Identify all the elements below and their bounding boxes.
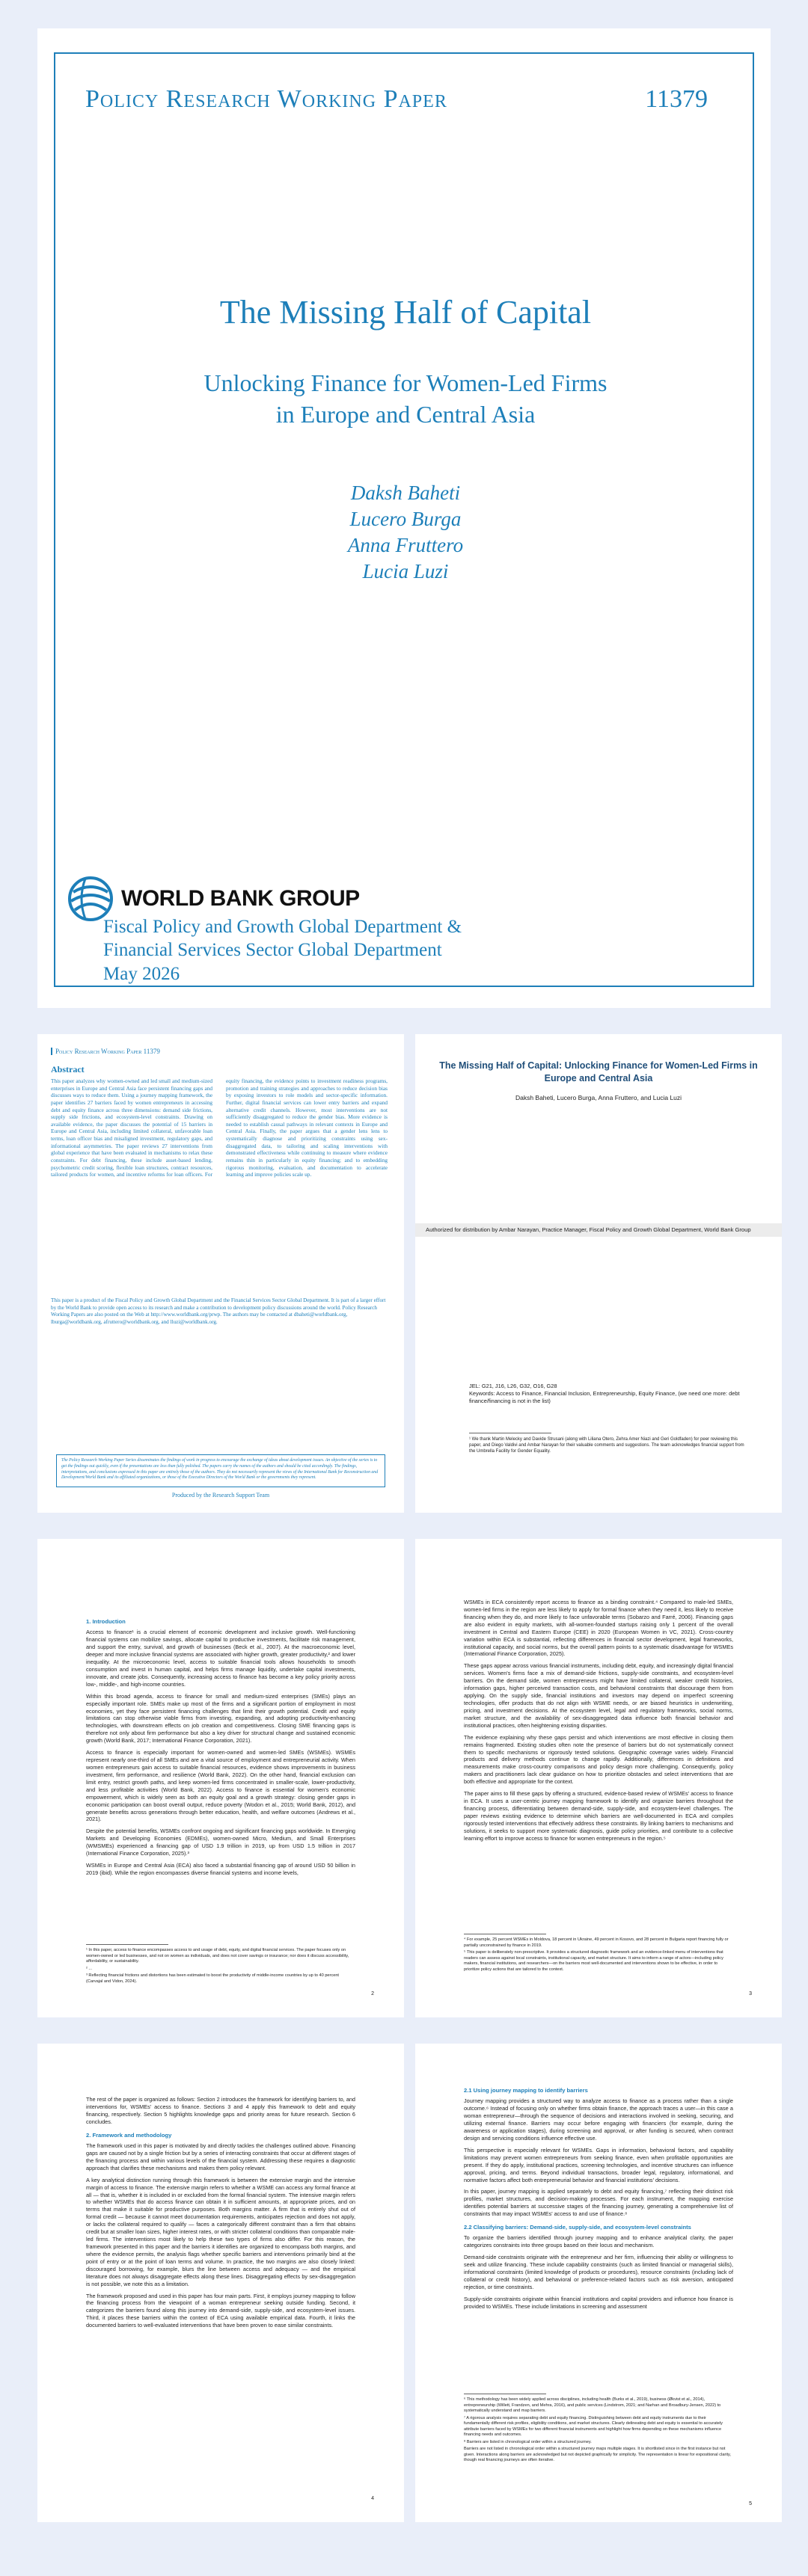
- subsection-heading: 2.1 Using journey mapping to identify barriers: [464, 2087, 588, 2094]
- body-text: [86, 1612, 355, 1881]
- logo-text: WORLD BANK GROUP: [121, 886, 360, 911]
- abstract-page: [37, 1034, 404, 1513]
- series-title: Policy Research Working Paper: [85, 85, 447, 113]
- footnote: ⁷ A rigorous analysis requires separating debt and equity financing. Distinguishing between debt and equity instruments due to their fundamentally different risk profiles, eligibility conditions, and market structures. Clearly delineating debt and equity is essential to accurately attribute barriers faced by WSMEs for two different financial instruments and highlight how firms depending on these mechanisms influence financing needs and outcomes.: [464, 2415, 723, 2438]
- author: Lucero Burga: [349, 508, 462, 531]
- cover-page: [37, 28, 771, 1008]
- department-info: [103, 915, 462, 986]
- footnote: ³ Reflecting financial frictions and distortions has been estimated to boost the productivity of middle-income countries by up to 40 percent (Carvajal and Vidon, 2024).: [86, 1973, 339, 1984]
- author: Lucia Luzi: [362, 560, 449, 583]
- publication-date: May 2026: [103, 963, 180, 984]
- paragraph: In this paper, journey mapping is applied separately to debt and equity financing,⁷ reflecting their distinct risk profiles, market structures, and decision-making processes. For each instrument, the mapping exercise identifies potential barriers at successive stages of the financing journey, generating a comprehensive list of constraints that may impact WSMEs' access to and use of finance.⁸: [464, 2188, 733, 2218]
- footnote: ⁸ Barriers are listed in chronological order within a structured journey.: [464, 2439, 592, 2444]
- paragraph: Demand-side constraints originate with the entrepreneur and her firm, influencing their ability or willingness to seek and utilize financing. These include capability constraints (such as limited financial or managerial skills), informational constraints (limited knowledge of products or procedures), resource constraints (including lack of collateral or credit history), and behavioral or preference-related factors such as risk aversion, anticipated rejection, or time constraints.: [464, 2254, 733, 2290]
- paragraph: Within this broad agenda, access to finance for small and medium-sized enterprises (SMEs) plays an especially important role. SMEs make up most of the firms and a significant portion of employment in most economies, yet they face persistent financing challenges that limit their growth potential. Credit and equity limitations can stop otherwise viable firms from investing, expanding, and adopting productivity-enhancing technologies, with downstream effects on job creation and competitiveness. Closing SME financing gaps is therefore not only about firm performance but also a key driver for structural change and sustained economic growth (World Bank, 2017; International Finance Corporation, 2021).: [86, 1692, 355, 1745]
- paragraph: The framework proposed and used in this paper has four main parts. First, it employs journey mapping to follow the financing process from the viewpoint of a woman entrepreneur seeking outside funding. Second, it categorizes the barriers found along this journey into demand-side, supply-side, and ecosystem-level issues. Third, it places these barriers within the context of ECA using available empirical data. Fourth, it links the documented barriers to well-evaluated interventions that have been proven to ease similar constraints.: [86, 2292, 355, 2329]
- author: Anna Fruttero: [347, 534, 464, 557]
- paragraph: WSMEs in ECA consistently report access to finance as a binding constraint.⁴ Compared to male-led SMEs, women-led firms in the region are less likely to apply for formal finance when they need it, less likely to receive financing when they do, and more likely to face unfavorable terms (Sobarzo and Farré, 2006). Financing gaps are also evident in equity markets, with all-women-founded startups raising only 1 percent of the overall investment in Central and Eastern Europe (CEE) in 2020 (European Women in VC, 2021). Cross-country variation within ECA is substantial, reflecting differences in financial sector development, legal frameworks, institutional capacity, and social norms, but the overall pattern points to a systematic disadvantage for WSMEs (International Finance Corporation, 2025).: [464, 1599, 733, 1658]
- jel-keywords: [469, 1383, 746, 1405]
- page-number: 3: [749, 1991, 752, 1996]
- footnote: ² ...: [86, 1966, 93, 1971]
- page-number: 2: [371, 1991, 374, 1996]
- footnotes: [86, 1948, 355, 1986]
- paragraph: These gaps appear across various financial instruments, including debt, equity, and increasingly digital financial services. Women's firms face a mix of demand-side frictions, supply-side constraints, and ecosystem-level barriers. On the demand side, women entrepreneurs might have limited collateral, weaker credit histories, information gaps, higher perceived transaction costs, and behavioral constraints that discourage them from applying. On the supply side, financial institutions and investors may depend on imperfect screening technologies, offer products that do not align with WSME needs, or are biased heuristics in underwriting, pricing, and investment decisions. At the ecosystem level, legal and regulatory frameworks, social norms, market structure, and the availability of sex-disaggregated data influence both financial behavior and institutional practices, often heightening existing disparities.: [464, 1662, 733, 1729]
- paragraph: The paper aims to fill these gaps by offering a structured, evidence-based review of WSMEs' access to finance in ECA. It uses a user-centric journey mapping framework to identify and organize barriers throughout the financing process, differentiating between demand-side, supply-side, and ecosystem-level challenges. The paper reviews existing evidence to determine which barriers are well-documented in ECA and compiles rigorously tested interventions that effectively address these constraints. By linking barriers to mechanisms and solutions, it seeks to support more systematic diagnosis, guide policy priorities, and contribute to a collective learning effort to improve access to finance for women entrepreneurs in the region.⁵: [464, 1790, 733, 1842]
- body-text: [86, 2096, 355, 2334]
- produced-by: Produced by the Research Support Team: [171, 1492, 270, 1498]
- authorized-banner: Authorized for distribution by Ambar Narayan, Practice Manager, Fiscal Policy and Growth Global Department, World Bank Group: [415, 1223, 782, 1237]
- inner-authors: Daksh Baheti, Lucero Burga, Anna Fruttero, and Lucia Luzi: [515, 1094, 682, 1101]
- keywords: Keywords: Access to Finance, Financial Inclusion, Entrepreneurship, Equity Finance, (we need one more: debt finance/financing is not in the list): [469, 1389, 740, 1404]
- jel-codes: JEL: G21, J16, L26, G32, O16, G28: [469, 1383, 557, 1389]
- text-page-3: [415, 1539, 782, 2017]
- subsection-heading: 2.2 Classifying barriers: Demand-side, supply-side, and ecosystem-level constraints: [464, 2224, 691, 2231]
- paper-note: This paper is a product of the Fiscal Policy and Growth Global Department and the Financial Services Sector Global Department. It is part of a larger effort by the World Bank to provide open access to its research and make a contribution to development policy discussions around the world. Policy Research Working Papers are also posted on the Web at http://www.worldbank.org/prwp. The authors may be contacted at dbaheti@worldbank.org, lburga@worldbank.org, afruttero@worldbank.org, and lluzi@worldbank.org.: [51, 1297, 386, 1326]
- paragraph: Despite the potential benefits, WSMEs confront ongoing and significant financing gaps worldwide. In Emerging Markets and Developing Economies (EDMEs), women-owned Micro, Medium, and Small Enterprises (WMSMEs) experienced a financing gap of USD 1.9 trillion in 2019, up from USD 1.5 trillion in 2017 (International Finance Corporation, 2025).³: [86, 1828, 355, 1857]
- footnote: ¹ We thank Martin Melecky and Davide Strusani (along with Liliana Otero, Zehra Amer Niazi and Geri Goldfaden) for peer reviewing this paper, and Diego Valdivi and Ambar Narayan for their valuable comments and suggestions. The team acknowledges financial support from the Umbrella Facility for Gender Equality.: [469, 1437, 744, 1454]
- paragraph: This perspective is especially relevant for WSMEs. Gaps in information, behavioral factors, and capability limitations may prevent women entrepreneurs from seeking finance, even when profitable opportunities are present. If they do apply, institutional practices, screening technologies, and incentive structures can influence approval, pricing, and terms. Beyond individual transactions, broader legal, regulatory, informational, and normative factors affect both entrepreneurial behavior and financial institutions' decisions.: [464, 2146, 733, 2183]
- subtitle-line-2: in Europe and Central Asia: [275, 400, 536, 428]
- paragraph: Supply-side constraints originate within financial institutions and capital providers and influence how finance is provided to WSMEs. These include limitations in screening and assessment: [464, 2295, 733, 2310]
- paragraph: WSMEs in Europe and Central Asia (ECA) also faced a substantial financing gap of around USD 50 billion in 2019 (ibid). While the region encompasses diverse financial systems and income levels,: [86, 1862, 355, 1876]
- paragraph: The rest of the paper is organized as follows: Section 2 introduces the framework for identifying barriers to, and interventions for, WSMEs' access to finance. Sections 3 and 4 apply this framework to debt and equity financing, respectively. Section 5 highlights knowledge gaps and priority areas for future research. Section 6 concludes.: [86, 2096, 355, 2125]
- footnote-rule: [86, 1944, 168, 1945]
- author: Daksh Baheti: [350, 482, 461, 504]
- footnote: ⁴ For example, 25 percent WSMEs in Moldova, 18 percent in Ukraine, 49 percent in Kosovo, and 28 percent in Bulgaria report financing fully or partially unconstrained by finance in 2019.: [464, 1937, 729, 1948]
- running-header: Policy Research Working Paper 11379: [51, 1048, 160, 1055]
- footnotes: [464, 2397, 733, 2465]
- abstract-text: This paper analyzes why women-owned and led small and medium-sized enterprises in Europe and Central Asia face persistent financing gaps and discusses ways to reduce them. Using a journey mapping framework, the paper identifies 27 barriers faced by women entrepreneurs in accessing debt and equity finance across three dimensions: demand side frictions, supply side frictions, and ecosystem-level constraints. Drawing on available evidence, the paper discusses the potential of 15 barriers in Europe and Central Asia, including limited collateral, unfavorable loan terms, loan officer bias and misaligned investment, regulatory gaps, and informational asymmetries. The paper reviews 27 interventions from global experience that have been evaluated in mechanisms to relax these constraints. For debt financing, these include asset-based lending, psychometric credit scoring, flexible loan structures, contract resources, tailored products for women, and incentive reforms for loan officers. For equity financing, the evidence points to investment readiness programs, promotion and training strategies and approaches to reduce decision bias by exposing investors to role models and sector-specific information. Further, digital financial services can lower entry barriers and expand alternative credit channels. However, most interventions are not sufficiently disaggregated to reduce the gender bias. More evidence is needed to establish causal pathways in relevant contexts in Europe and Central Asia. Finally, the paper argues that a gender lens lens to systematically diagnose and prioritizing constraints using sex-disaggregated data, to tailoring and scaling interventions with demonstrated effectiveness while continuing to measure where evidence remains thin in particularly in equity financing; and to embedding rigorous monitoring, evaluation, and documentation to accelerate learning and improve policies scale up.: [51, 1078, 388, 1178]
- author-list: [55, 480, 756, 585]
- paper-title: The Missing Half of Capital: [219, 294, 592, 331]
- footnote: ⁵ This paper is deliberately non-prescriptive. It provides a structured diagnostic framework and an evidence-linked menu of interventions that readers can assess against local constraints, institutional capacity, and market structure. It aims to inform a range of actors—including policy makers, financial institutions, and researchers—on the barriers most well-documented and interventions shown to be effective, in order to prioritize policy actions that are tailored to the context.: [464, 1950, 723, 1972]
- footnotes: [464, 1937, 733, 1974]
- paragraph: Journey mapping provides a structured way to analyze access to finance as a process rather than a single outcome.⁶ Instead of focusing only on whether firms obtain finance, the approach traces a user—in this case a woman entrepreneur—through the sequence of decisions and interactions involved in seeking, securing, and utilizing external finance. Barriers may occur before engaging with financiers (for example, during the awareness or application stages), during screening and approval, or after funding is secured, when contract design and servicing conditions influence effective use.: [464, 2097, 733, 2142]
- footnote: ⁶ This methodology has been widely applied across disciplines, including health (Burks et al., 2019), business (Økvist et al., 2014), entrepreneurship (Willett, Frandzen, and Mehra, 2016), and public services (Lindstrom, 2021; and Narhan and Broadbury-Jensen, 2022) to systematically understand and map barriers.: [464, 2397, 721, 2414]
- text-page-4: [37, 2044, 404, 2522]
- section-heading: 2. Framework and methodology: [86, 2131, 172, 2139]
- body-text: [464, 2081, 733, 2315]
- inner-title: The Missing Half of Capital: Unlocking Finance for Women-Led Firms in Europe and Central Asia: [439, 1060, 758, 1083]
- paragraph: The framework used in this paper is motivated by and directly tackles the challenges outlined above. Financing gaps are caused not by a single friction but by a series of interacting constraints that occur at different stages of the financing process and within various levels of the financial system. Addressing these requires a diagnostic approach that clarifies these mechanisms and makes them policy relevant.: [86, 2142, 355, 2171]
- paragraph: To organize the barriers identified through journey mapping and to enhance analytical clarity, the paper categorizes constraints into three groups based on their locus and mechanism.: [464, 2234, 733, 2249]
- text-page-5: [415, 2044, 782, 2522]
- text-page-2: [37, 1539, 404, 2017]
- subtitle-line-1: Unlocking Finance for Women-Led Firms: [203, 369, 607, 396]
- page-number: 4: [371, 2496, 374, 2501]
- section-heading: 1. Introduction: [86, 1618, 126, 1625]
- footnote: Barriers are not listed in chronological order within a structured journey maps multiple stages. It is shortlisted since in the first instance but not given. Interactions along barriers are acknowledged but not depicted graphically for simplicity. The representation is linear for expositional clarity, though real financing journeys are often iterative.: [464, 2447, 731, 2463]
- dept-line-1: Fiscal Policy and Growth Global Department &: [103, 917, 462, 937]
- cover-frame: [54, 52, 754, 987]
- page-number: 5: [749, 2501, 752, 2506]
- disclaimer-box: The Policy Research Working Paper Series disseminates the findings of work in progress to encourage the exchange of ideas about development issues. An objective of the series is to get the findings out quickly, even if the presentations are less than fully polished. The papers carry the names of the authors and should be cited accordingly. The findings, interpretations, and conclusions expressed in this paper are entirely those of the authors. They do not necessarily represent the views of the International Bank for Reconstruction and Development/World Bank and its affiliated organizations, or those of the Executive Directors of the World Bank or the governments they represent.: [56, 1454, 385, 1487]
- paragraph: The evidence explaining why these gaps persist and which interventions are most effective in closing them remains fragmented. Existing studies often note the presence of barriers but do not systematically connect them to specific mechanisms or rigorously tested solutions. Geographic coverage varies widely. Financial products and delivery methods continue to change rapidly. Additionally, differences in definitions and measurements make cross-country comparisons and policy design more challenging. Consequently, policy makers and practitioners lack clear guidance on how to prioritize obstacles and select interventions that are both effective and appropriate for the context.: [464, 1733, 733, 1786]
- paragraph: Access to finance is especially important for women-owned and women-led SMEs (WSMEs). WSMEs represent nearly one-third of all SMEs and are a vital source of employment and entrepreneurial activity. When women entrepreneurs gain access to suitable financial resources, evidence shows improvements in business investment, firm performance, and resilience (World Bank, 2022). On the other hand, financial exclusion can limit entry, restrict growth paths, and keep women-led firms concentrated in smaller-scale, lower-productivity, and less profitable activities (World Bank, 2022). Access to finance is essential for women's economic empowerment, which is widely seen as both an equity goal and a growth strategy: closing gender gaps in economic participation can boost overall output, reduce poverty (Wodon et al., 2015; World Bank, 2012), and generate benefits across generations through better education, health, and welfare outcomes (Andrews et al., 2021).: [86, 1749, 355, 1823]
- abstract-heading: Abstract: [51, 1064, 85, 1075]
- paragraph: Access to finance¹ is a crucial element of economic development and inclusive growth. Well-functioning financial systems can mobilize savings, allocate capital to productive investments, facilitate risk management, and support the entry, survival, and growth of businesses (Beck et al., 2007). At the macroeconomic level, deeper and more inclusive financial systems are associated with higher growth, greater productivity,² and lower inequality. At the microeconomic level, access to suitable financial tools allows households to smooth consumption and invest in human capital, and helps firms manage liquidity, undertake capital investments, innovate, and create jobs. Consequently, increasing access to finance has become a key policy priority across low-, middle-, and high-income countries.: [86, 1629, 355, 1688]
- footnote: ¹ In this paper, access to finance encompasses access to and usage of debt, equity, and digital financial services. The paper focuses only on women-owned or led businesses, and not on women as individuals, and does not cover savings or insurance; nor does it discuss accessibility, affordability, or sustainability.: [86, 1948, 349, 1964]
- paragraph: A key analytical distinction running through this framework is between the extensive margin and the intensive margin of access to finance. The extensive margin refers to whether a WSME can access any formal finance at all — that is, whether it is included in or excluded from the formal financial system. The intensive margin refers to whether WSMEs that do access finance can obtain it in sufficient amounts, at appropriate prices, and on terms that make it suitable for productive purposes. Both margins matter. A firm that is entirely shut out of formal credit — because it cannot meet documentation requirements, anticipates rejection and does not apply, or lacks the collateral required to qualify — faces a categorically different constraint than a firm that obtains credit but at smaller loan sizes, higher interest rates, or with stricter collateral conditions than comparable male-led firms. The interventions most likely to help these two types of firms also differ. For this reason, the framework presented in this paper and the barriers it identifies are organized to encompass both margins, and where the evidence permits, the analysis flags whether specific barriers and interventions primarily bind at the point of entry or at the point of loan terms and volume. In practice, the two margins are also closely linked: discouraged borrowing, for example, blurs the line between access and adequacy — and the empirical literature does not always disaggregate effects along these lines. Disaggregating effects by sex-disaggregation is not possible, we note this as a limitation.: [86, 2176, 355, 2287]
- paper-subtitle: [55, 368, 756, 430]
- paper-number: 11379: [645, 85, 708, 113]
- body-text: [464, 1599, 733, 1847]
- title-page: [415, 1034, 782, 1513]
- dept-line-2: Financial Services Sector Global Department: [103, 940, 442, 961]
